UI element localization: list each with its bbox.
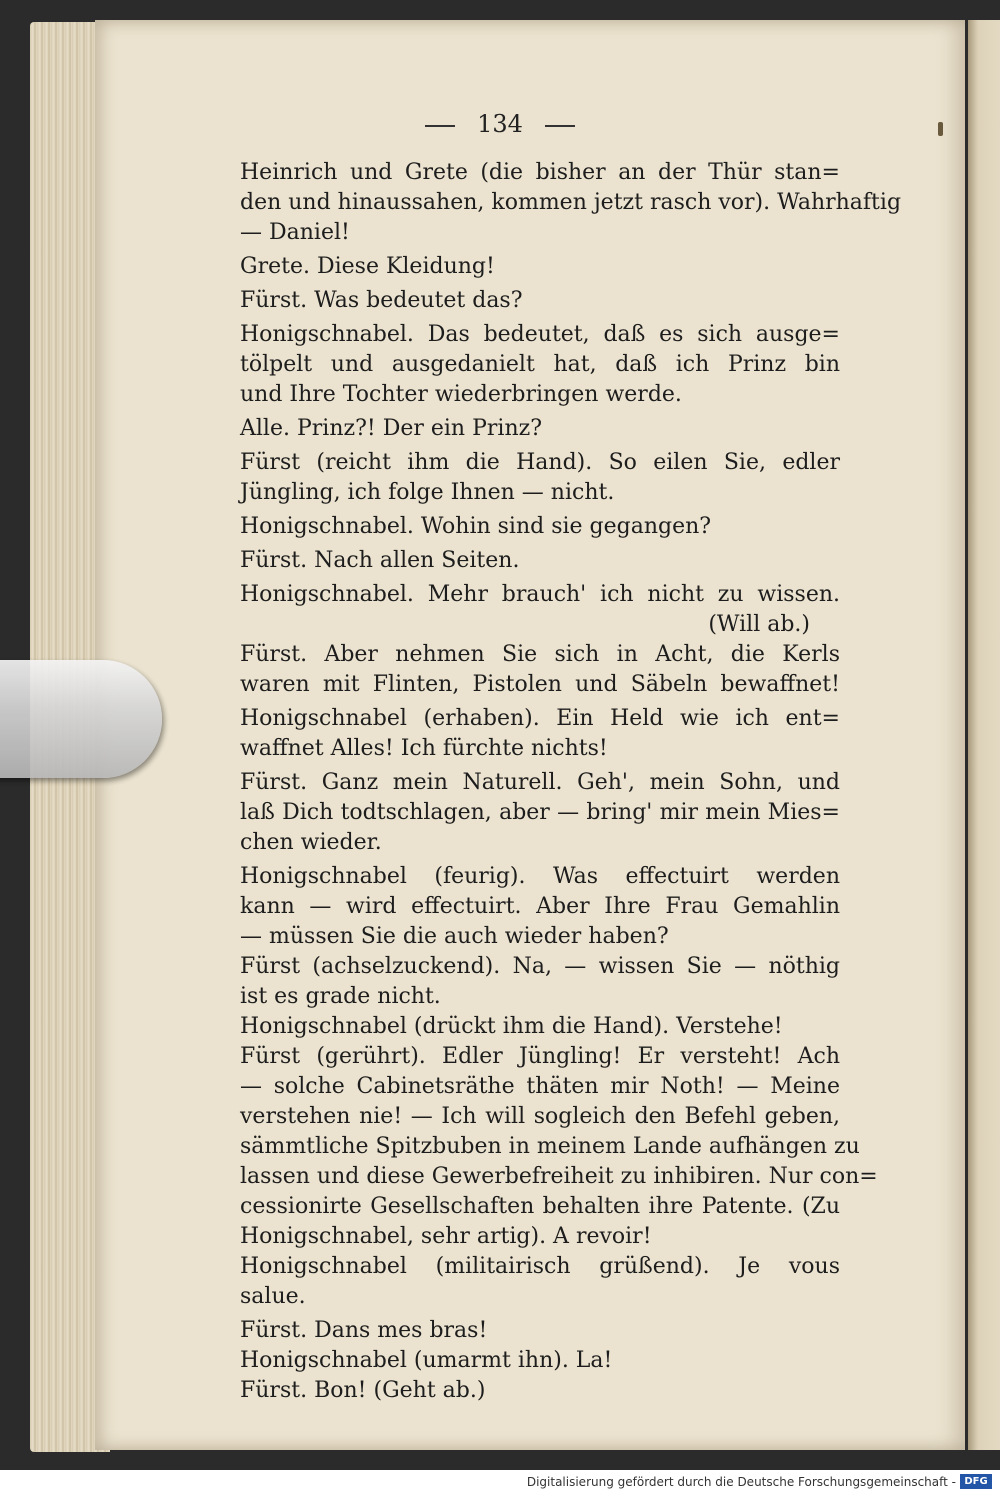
page-number: 134 [477,110,523,138]
text-line: waren mit Flinten, Pistolen und Säbeln bewaffnet! [240,672,840,697]
text-line: — müssen Sie die auch wieder haben? [240,924,669,949]
text-line: laß Dich todtschlagen, aber — bring' mir mein Mies= [240,800,840,825]
footer-bar [0,1470,1000,1494]
dfg-logo: DFG [960,1474,992,1489]
text-line: den und hinaussahen, kommen jetzt rasch vor). Wahrhaftig [240,190,902,215]
text-line: sämmtliche Spitzbuben in meinem Lande aufhängen zu [240,1134,860,1159]
text-line: Honigschnabel. Mehr brauch' ich nicht zu wissen. [240,582,840,607]
text-line: Fürst. Aber nehmen Sie sich in Acht, die Kerls [240,642,840,667]
text-line: (Will ab.) [708,612,810,637]
text-line: Honigschnabel (feurig). Was effectuirt werden [240,864,840,889]
text-line: Honigschnabel (militairisch grüßend). Je vous [240,1254,840,1279]
ornament-left [425,125,455,127]
text-line: — solche Cabinetsräthe thäten mir Noth! — Meine [240,1074,840,1099]
text-line: chen wieder. [240,830,382,855]
text-line: ist es grade nicht. [240,984,441,1009]
text-line: und Ihre Tochter wiederbringen werde. [240,382,682,407]
text-line: Grete. Diese Kleidung! [240,254,495,279]
text-line: Honigschnabel (umarmt ihn). La! [240,1348,613,1373]
text-line: salue. [240,1284,306,1309]
text-line: Honigschnabel. Wohin sind sie gegangen? [240,514,712,539]
text-line: cessionirte Gesellschaften behalten ihre Patente. (Zu [240,1194,840,1219]
text-line: Fürst (gerührt). Edler Jüngling! Er versteht! Ach [240,1044,840,1069]
text-line: Fürst (reicht ihm die Hand). So eilen Sie, edler [240,450,840,475]
text-line: Fürst (achselzuckend). Na, — wissen Sie — nöthig [240,954,840,979]
page-text [240,158,902,1406]
text-line: waffnet Alles! Ich fürchte nichts! [240,736,608,761]
page-clip [0,660,162,778]
text-line: Honigschnabel (drückt ihm die Hand). Verstehe! [240,1014,783,1039]
text-line: Jüngling, ich folge Ihnen — nicht. [240,480,615,505]
ornament-right [545,125,575,127]
text-line: Fürst. Dans mes bras! [240,1318,488,1343]
text-line: Alle. Prinz?! Der ein Prinz? [240,416,543,441]
funding-notice: Digitalisierung gefördert durch die Deutsche Forschungsgemeinschaft - [526,1475,956,1489]
page-header [0,110,1000,144]
text-line: Fürst. Ganz mein Naturell. Geh', mein Sohn, und [240,770,840,795]
text-line: tölpelt und ausgedanielt hat, daß ich Prinz bin [240,352,840,377]
text-line: verstehen nie! — Ich will sogleich den Befehl geben, [240,1104,840,1129]
text-line: kann — wird effectuirt. Aber Ihre Frau Gemahlin [240,894,840,919]
text-line: Fürst. Nach allen Seiten. [240,548,520,573]
text-line: Heinrich und Grete (die bisher an der Thür stan= [240,160,840,185]
text-line: Honigschnabel, sehr artig). A revoir! [240,1224,652,1249]
text-line: Fürst. Was bedeutet das? [240,288,523,313]
text-line: Fürst. Bon! (Geht ab.) [240,1378,486,1403]
text-line: lassen und diese Gewerbefreiheit zu inhibiren. Nur con= [240,1164,878,1189]
text-line: Honigschnabel. Das bedeutet, daß es sich ausge= [240,322,840,347]
facing-page [968,20,1000,1450]
text-line: Honigschnabel (erhaben). Ein Held wie ich ent= [240,706,840,731]
text-line: — Daniel! [240,220,350,245]
